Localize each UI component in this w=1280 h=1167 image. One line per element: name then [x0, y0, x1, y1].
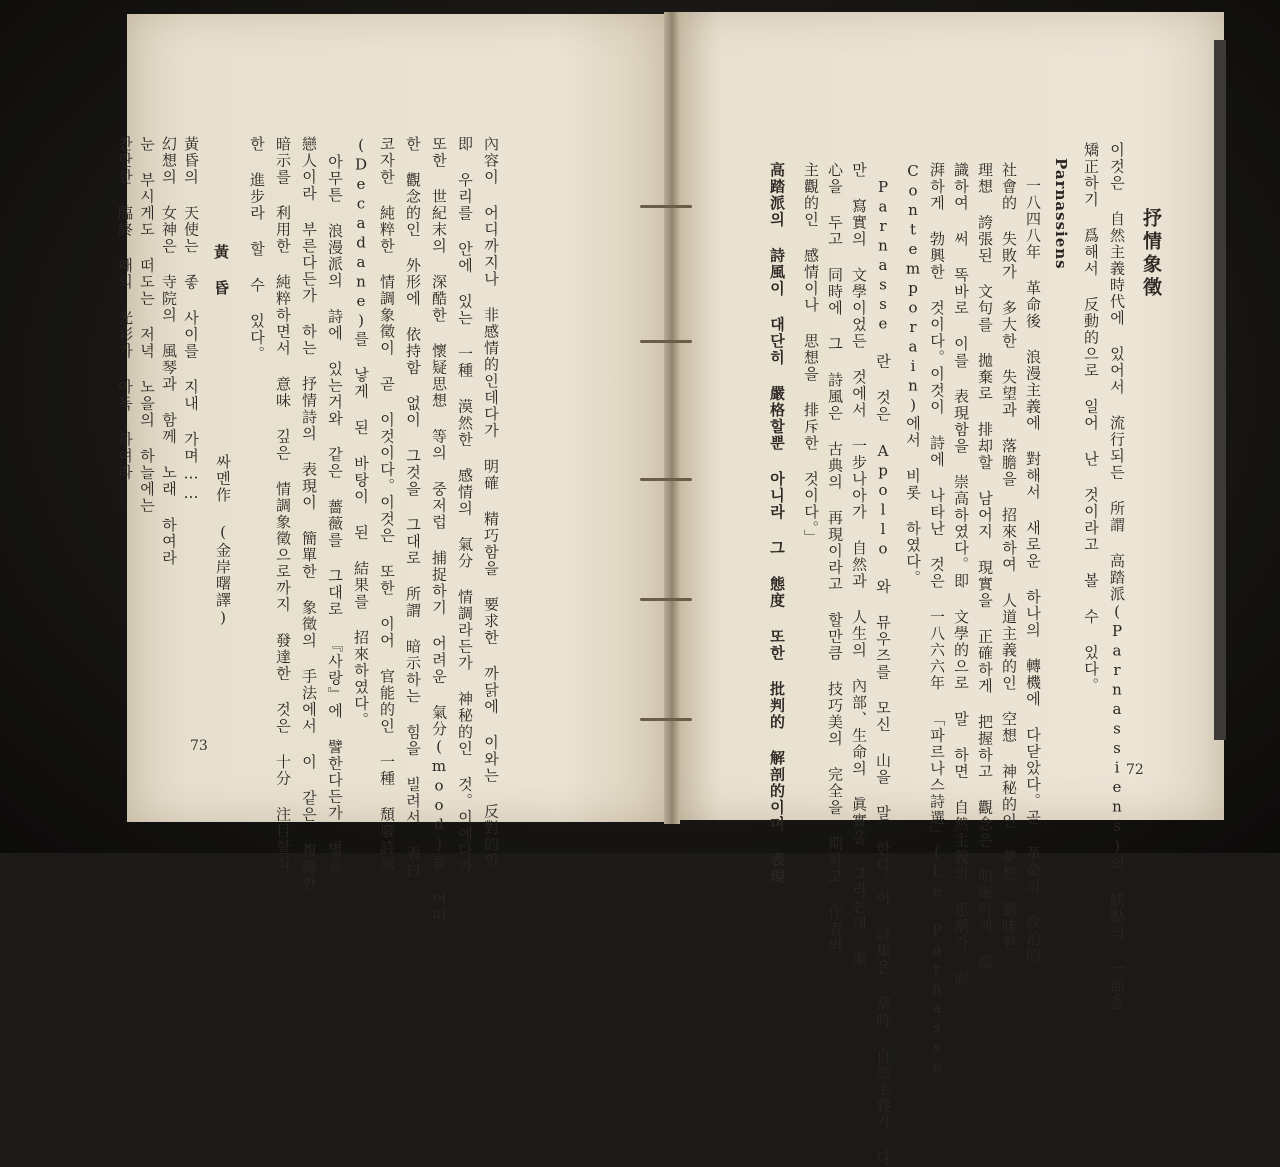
binding-stitch: [640, 598, 692, 601]
binding-stitch: [640, 478, 692, 481]
poem-line-1: 黃昏의 天使는 좋 사이를 지내 가며……: [182, 136, 200, 504]
right-col-9: Parnasse 란 것은 Apollo 와 뮤우즈를 모신 山을 말 한다。이 詩集은 當時 自然主義가 다: [874, 178, 892, 1167]
page-stack-edge: [1214, 40, 1226, 740]
right-col-7: 湃하게 勃興한 것이다。이것이 詩에 나타난 것은 一八六六年 「파르나스詩選」(Le Parnasse: [928, 162, 946, 1077]
right-col-10: 만 寫實의 文學이었든 것에서 一步나아가 自然과 人生의 內部、生命의 眞實을 그리는데 重: [850, 162, 868, 968]
left-col-6: (Decadane)를 낳게 된 바탕이 된 結果를 招來하였다。: [352, 136, 370, 729]
left-page: [116, 14, 670, 924]
right-col-2: 矯正하기 爲해서 反動的으로 일어 난 것이라고 볼 수 있다。: [1082, 142, 1100, 694]
right-col-5: 理想 誇張된 文句를 拋棄로 排却할 남어지 現實을 正確하게 把握하고 觀念은 明晰하게 認: [976, 162, 994, 971]
poem-line-2: 幻想의 女神은 寺院의 風琴과 함께 노래 하여라: [160, 136, 178, 567]
left-col-2: 即 우리를 안에 있는 一種 漠然한 感情의 氣分 情調라든가 神秘的인 것。이에다가: [456, 136, 474, 876]
left-col-9: 暗示를 利用한 純粹하면서 意味 깊은 情調象徵으로까지 發達한 것은 十分 注目할식: [274, 136, 292, 873]
left-col-5: 코자한 純粹한 情調象徵이 곧 이것이다。이것은 또한 이어 官能的인 一種 頹廢詩派: [378, 136, 396, 873]
right-col-3: 一八四八年 革命後 浪漫主義에 對해서 새로운 하나의 轉機에 다닫았다。곧 革命의 政治的: [1024, 178, 1042, 964]
binding-stitch: [640, 340, 692, 343]
book-spine: [664, 12, 680, 824]
left-col-10: 한 進步라 할 수 있다。: [248, 136, 266, 363]
page-number-left: 73: [190, 738, 208, 754]
right-col-4: 社會的 失敗가 多大한 失望과 落膽을 招來하여 人道主義的인 空想 神秘的인 夢想 劉昧한: [1000, 162, 1018, 951]
left-col-4: 한 觀念的인 外形에 依持함 없이 그것을 그대로 所謂 暗示하는 힘을 빌려서 表白: [404, 136, 422, 879]
right-col-13: 高踏派의 詩風이 대단히 嚴格할뿐 아니라 그 態度 또한 批判的 解剖的이며 表現: [768, 162, 786, 885]
binding-stitch: [640, 205, 692, 208]
page-number-right: 72: [1126, 762, 1144, 778]
left-col-3: 또한 世紀末의 深酷한 懷疑思想 等의 중저럽 捕捉하기 어려운 氣分(mood)를 어떠: [430, 136, 448, 924]
poem-line-3: 눈 부시게도 떠도는 저녁 노을의 하늘에는: [138, 136, 156, 514]
right-col-6: 識하여 써 똑바로 이를 表現함을 崇高하였다。即 文學的으로 말 하면 自然主義의 思潮가 澎: [952, 162, 970, 987]
right-page: [676, 12, 1224, 1167]
poem-attribution: 싸멘作 (金岸曙譯): [214, 454, 232, 628]
left-col-1: 內容이 어디까지나 非感情的인데다가 明確 精巧함을 要求한 까닭에 이와는 反對的인: [482, 136, 500, 870]
binding-stitch: [640, 718, 692, 721]
right-col-8: Contemporain)에서 비롯 하였다。: [904, 162, 922, 587]
poem-title: 黃 昏: [212, 244, 230, 297]
left-col-7: 아무튼 浪漫派의 詩에 있는거와 같은 薔薇를 그대로 『사랑』에 譬한다든가 별을: [326, 154, 344, 874]
chapter-title: 抒情象徵: [1140, 208, 1162, 300]
poem-line-4: 찬란한 臨終 때의 光彩가 아득 하여라: [116, 136, 134, 481]
left-col-8: 戀人이라 부른다든가 하는 抒情詩의 表現이 簡單한 象徵의 手法에서 이 같은 複雜한: [300, 136, 318, 892]
section-heading: Parnassiens: [1052, 158, 1070, 270]
right-col-12: 主觀的인 感情이나 思想을 排斥한 것이다。」: [802, 162, 820, 546]
right-col-11: 心을 두고 同時에 그 詩風은 古典의 再現이라고 할만큼 技巧美의 完全을 期하고 作者의: [826, 162, 844, 954]
right-col-1: 이것은 自然主義時代에 있어서 流行되든 所謂 高踏派(Parnassiens)의 缺點의 一面을: [1108, 142, 1126, 1011]
